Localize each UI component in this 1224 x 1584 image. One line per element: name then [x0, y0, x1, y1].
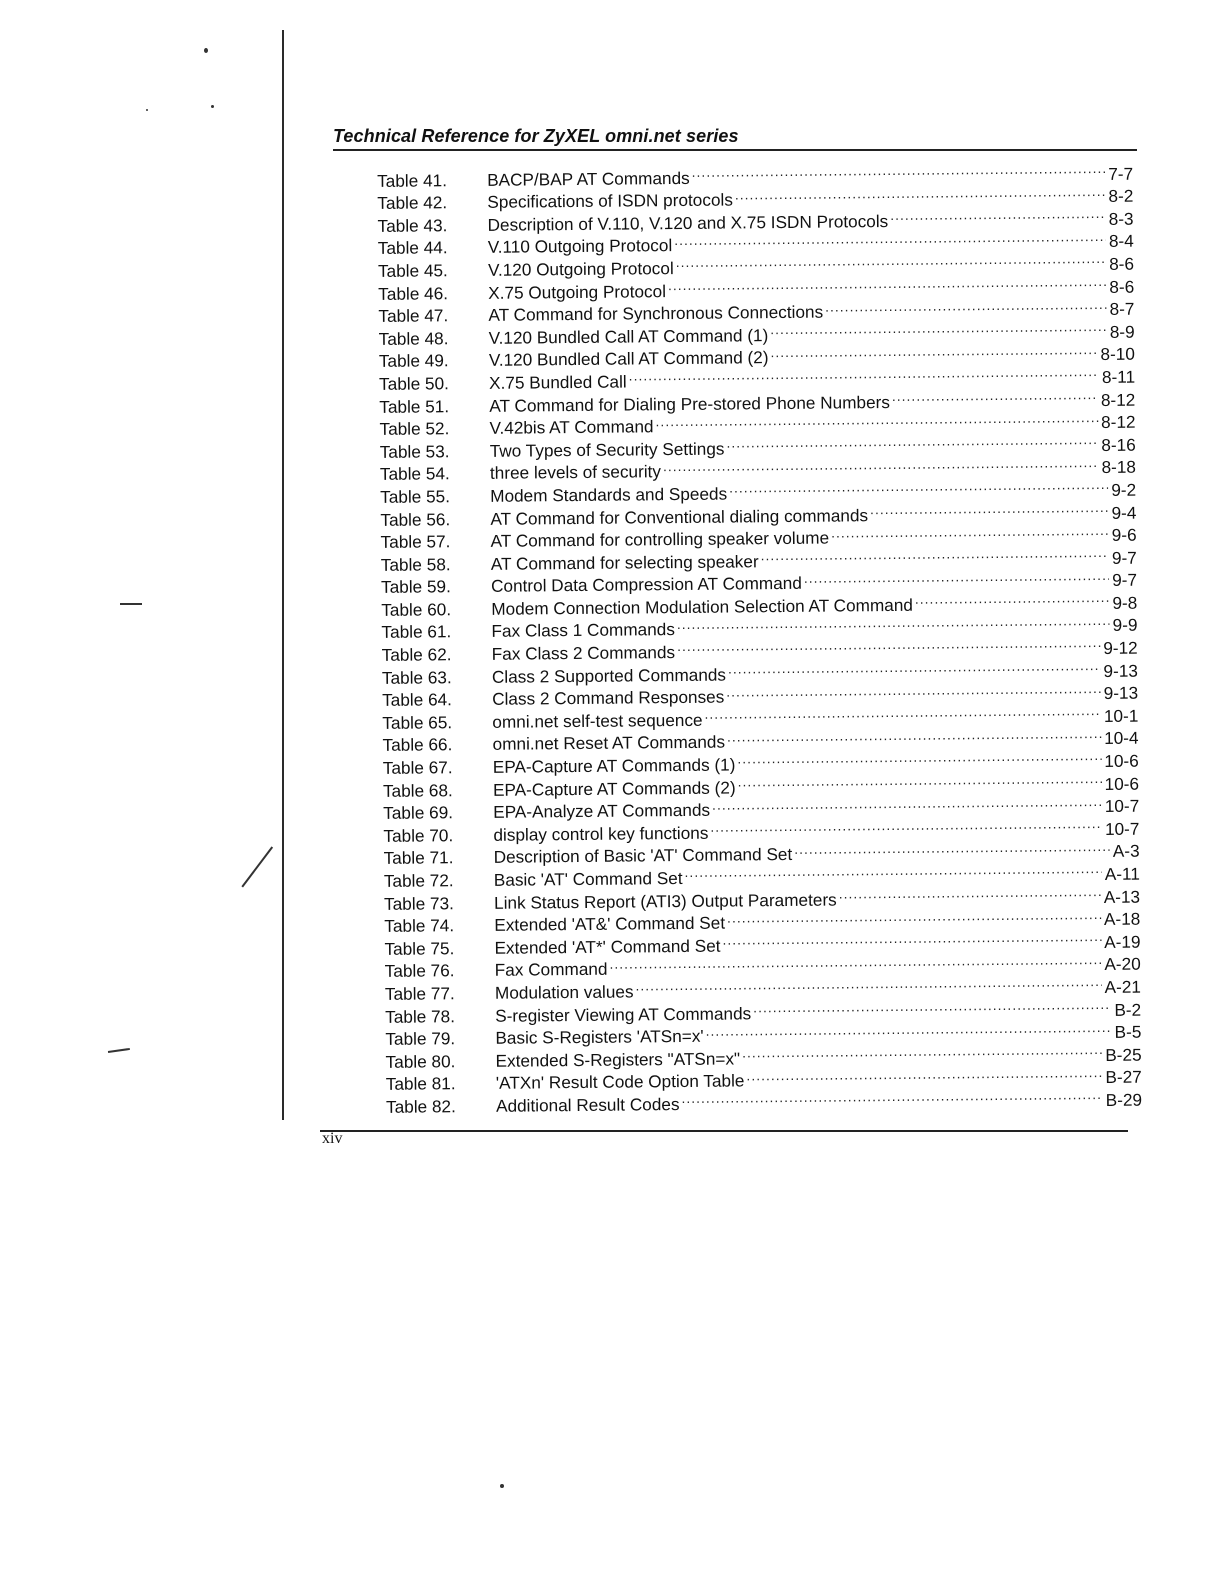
toc-entry-title: Modem Standards and Speeds — [490, 483, 728, 506]
toc-entry-label: Table 47. — [378, 305, 449, 327]
dot-leader — [770, 315, 1107, 341]
toc-entry-page: 9-9 — [1112, 615, 1138, 636]
toc-entry-label: Table 49. — [378, 350, 449, 372]
toc-entry-label: Table 66. — [382, 734, 453, 756]
toc-entry-title: Link Status Report (ATI3) Output Parameters — [493, 889, 837, 913]
toc-entry-title: Modulation values — [494, 981, 634, 1003]
toc-entry-title: Description of Basic 'AT' Command Set — [493, 844, 793, 868]
toc-entry-label: Table 58. — [380, 553, 451, 575]
toc-entry-title: Fax Class 2 Commands — [491, 642, 676, 664]
toc-entry-label: Table 80. — [385, 1050, 456, 1072]
toc-entry-label: Table 44. — [377, 237, 448, 259]
toc-entry-page: B-2 — [1114, 999, 1142, 1020]
toc-entry-title: AT Command for Synchronous Connections — [488, 301, 824, 325]
toc-entry-label: Table 82. — [385, 1096, 456, 1117]
toc-entry-title: V.120 Outgoing Protocol — [487, 258, 674, 280]
toc-entry-title: Description of V.110, V.120 and X.75 ISDN Protocols — [487, 210, 889, 235]
toc-entry-label: Table 42. — [377, 192, 448, 214]
scan-speck — [204, 48, 208, 53]
toc-entry-page: A-3 — [1112, 841, 1140, 862]
toc-entry-label: Table 46. — [378, 282, 449, 304]
toc-entry-page: 9-12 — [1103, 637, 1138, 659]
toc-entry-label: Table 69. — [383, 802, 454, 824]
header-title: Technical Reference for ZyXEL omni.net series — [333, 126, 739, 146]
toc-entry-page: 10-6 — [1104, 773, 1140, 794]
toc-entry-title: 'ATXn' Result Code Option Table — [495, 1070, 745, 1094]
toc-entry-label: Table 73. — [384, 892, 454, 914]
toc-entry-label: Table 56. — [380, 508, 451, 530]
toc-entry-title: AT Command for Dialing Pre-stored Phone Numbers — [489, 391, 890, 416]
dot-leader — [681, 1083, 1102, 1110]
scan-speck — [146, 109, 148, 111]
toc-entry-page: 10-7 — [1104, 795, 1140, 817]
toc-entry-label: Table 67. — [382, 757, 453, 778]
toc-entry-title: Extended 'AT&' Command Set — [494, 912, 726, 935]
toc-entry-page: 8-9 — [1109, 321, 1135, 342]
toc-entry-label: Table 64. — [382, 689, 453, 711]
toc-entry-page: 8-7 — [1109, 298, 1135, 320]
toc-entry-page: 10-6 — [1104, 750, 1139, 771]
scan-speck — [211, 105, 214, 108]
toc-entry-label: Table 53. — [379, 440, 450, 462]
scan-mark — [108, 1048, 130, 1053]
toc-entry-label: Table 43. — [377, 215, 448, 236]
toc-entry-page: 9-7 — [1112, 569, 1138, 591]
toc-entry-title: V.120 Bundled Call AT Command (1) — [488, 324, 769, 348]
toc-entry-label: Table 60. — [381, 599, 452, 620]
toc-entry-label: Table 63. — [381, 666, 452, 688]
toc-entry-label: Table 55. — [380, 486, 451, 507]
page-number: xiv — [322, 1130, 343, 1147]
toc-entry-label: Table 59. — [380, 576, 451, 598]
list-of-tables — [367, 157, 1143, 1117]
toc-entry-label: Table 81. — [385, 1073, 456, 1095]
toc-entry-label: Table 76. — [384, 960, 455, 982]
toc-entry-page: A-18 — [1103, 908, 1141, 930]
footer-rule — [320, 1130, 1128, 1132]
toc-entry-label: Table 62. — [381, 644, 452, 665]
dot-leader — [892, 383, 1098, 408]
toc-entry-label: Table 41. — [377, 169, 448, 191]
toc-entry-label: Table 77. — [384, 983, 455, 1004]
toc-entry-title: omni.net Reset AT Commands — [492, 732, 726, 755]
dot-leader — [915, 586, 1110, 610]
toc-entry-page: 9-4 — [1111, 502, 1137, 523]
toc-entry-page: B-25 — [1105, 1044, 1142, 1065]
toc-entry-title: three levels of security — [489, 461, 662, 484]
toc-entry-page: 9-13 — [1103, 682, 1139, 704]
toc-entry-page: 9-2 — [1111, 479, 1137, 500]
scan-mark — [120, 603, 142, 605]
toc-entry-page: 9-6 — [1111, 524, 1137, 545]
dot-leader — [870, 496, 1109, 521]
toc-entry-page: B-29 — [1105, 1089, 1143, 1110]
toc-entry-title: AT Command for Conventional dialing commands — [490, 504, 869, 529]
toc-entry-title: EPA-Capture AT Commands (2) — [492, 777, 736, 800]
toc-entry-page: A-11 — [1104, 863, 1140, 884]
toc-entry-title: V.42bis AT Command — [489, 416, 654, 438]
toc-entry-label: Table 65. — [382, 712, 453, 733]
toc-entry-label: Table 71. — [383, 847, 454, 869]
dot-leader — [794, 835, 1110, 861]
scan-mark — [241, 846, 272, 887]
toc-entry-page: B-27 — [1105, 1066, 1142, 1088]
toc-entry-page: 9-8 — [1112, 592, 1138, 613]
toc-entry-label: Table 70. — [383, 825, 454, 846]
toc-entry-title: AT Command for selecting speaker — [490, 550, 759, 574]
toc-entry-page: A-21 — [1104, 976, 1142, 997]
dot-leader — [831, 518, 1109, 543]
toc-entry-title: Class 2 Command Responses — [492, 686, 725, 710]
scan-speck — [500, 1484, 504, 1488]
toc-entry-label: Table 79. — [385, 1028, 456, 1050]
toc-entry-title: Modem Connection Modulation Selection AT Command — [491, 594, 913, 619]
toc-entry-page: 8-4 — [1108, 231, 1134, 252]
toc-entry-title: omni.net self-test sequence — [492, 709, 703, 732]
toc-entry-label: Table 54. — [379, 463, 450, 485]
toc-entry-page: B-5 — [1114, 1021, 1142, 1043]
toc-entry-page: 8-10 — [1100, 343, 1135, 365]
toc-entry-title: Additional Result Codes — [495, 1093, 680, 1116]
dot-leader — [804, 564, 1110, 590]
toc-entry-label: Table 45. — [377, 260, 448, 281]
toc-entry-label: Table 57. — [380, 531, 451, 552]
toc-entry-page: 8-16 — [1101, 434, 1136, 455]
toc-entry-page: 8-6 — [1109, 253, 1135, 274]
toc-entry-title: X.75 Outgoing Protocol — [488, 280, 667, 303]
toc-entry-title: BACP/BAP AT Commands — [487, 167, 690, 190]
toc-entry-title: AT Command for controlling speaker volume — [490, 527, 830, 551]
toc-entry-page: 8-12 — [1100, 389, 1136, 410]
toc-entry-label: Table 48. — [378, 327, 449, 349]
toc-entry-label: Table 74. — [384, 915, 455, 937]
dot-leader — [839, 880, 1101, 905]
toc-entry-title: EPA-Capture AT Commands (1) — [492, 754, 736, 777]
toc-entry-page: 7-7 — [1108, 163, 1134, 184]
toc-entry-label: Table 72. — [383, 870, 454, 891]
toc-entry-title: X.75 Bundled Call — [489, 371, 627, 393]
toc-entry-title: EPA-Analyze AT Commands — [493, 799, 711, 823]
toc-entry-label: Table 50. — [379, 373, 449, 394]
toc-entry-title: Extended 'AT*' Command Set — [494, 935, 721, 958]
toc-entry-label: Table 68. — [382, 779, 453, 801]
dot-leader — [770, 338, 1097, 364]
toc-entry-title: V.110 Outgoing Protocol — [487, 235, 673, 258]
toc-entry-label: Table 51. — [379, 395, 450, 417]
toc-entry-page: 8-3 — [1108, 208, 1134, 229]
toc-entry-title: display control key functions — [493, 822, 709, 845]
dot-leader — [746, 1061, 1102, 1087]
toc-entry-page: A-20 — [1104, 953, 1141, 975]
toc-entry-page: 8-11 — [1101, 366, 1136, 387]
toc-entry-page: 9-13 — [1103, 660, 1138, 681]
toc-entry-page: 8-2 — [1108, 185, 1134, 207]
toc-entry-page: A-19 — [1104, 931, 1141, 952]
dot-leader — [760, 541, 1109, 567]
toc-entry-title: Basic 'AT' Command Set — [493, 868, 683, 890]
dot-leader — [825, 292, 1107, 317]
toc-entry-title: V.120 Bundled Call AT Command (2) — [488, 347, 769, 371]
toc-entry-page: 10-7 — [1104, 818, 1140, 839]
toc-entry-title: Extended S-Registers "ATSn=x" — [495, 1048, 741, 1071]
toc-entry-title: S-register Viewing AT Commands — [495, 1002, 752, 1026]
toc-entry-page: 8-12 — [1101, 411, 1136, 433]
toc-entry-page: 9-7 — [1111, 547, 1137, 568]
toc-entry-page: 8-6 — [1109, 276, 1135, 297]
toc-entry-title: Fax Command — [494, 959, 608, 981]
toc-entry-page: 10-1 — [1103, 705, 1139, 726]
toc-entry-page: 10-4 — [1104, 728, 1139, 749]
toc-entry-title: Class 2 Supported Commands — [491, 664, 727, 687]
toc-entry-title: Control Data Compression AT Command — [490, 573, 802, 597]
margin-rule — [282, 30, 284, 1120]
toc-entry-page: A-13 — [1103, 886, 1141, 907]
toc-entry-title: Fax Class 1 Commands — [491, 619, 675, 642]
toc-entry-label: Table 78. — [385, 1005, 456, 1027]
toc-entry-title: Basic S-Registers 'ATSn=x' — [495, 1025, 704, 1048]
toc-entry-label: Table 52. — [379, 418, 450, 440]
toc-entry-title: Specifications of ISDN protocols — [487, 189, 733, 213]
toc-entry-label: Table 61. — [381, 621, 452, 643]
dot-leader — [890, 202, 1106, 227]
toc-entry-title: Two Types of Security Settings — [489, 438, 725, 461]
toc-entry-label: Table 75. — [384, 937, 455, 959]
toc-entry-page: 8-18 — [1101, 456, 1137, 478]
running-header — [333, 126, 1137, 151]
